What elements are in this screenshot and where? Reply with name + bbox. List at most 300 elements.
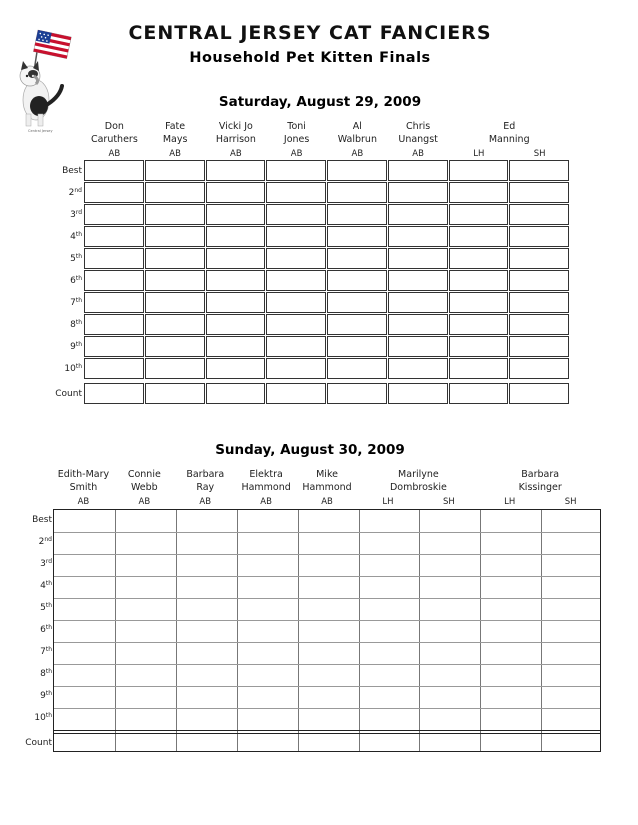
sunday-result-cell[interactable] [541,642,602,662]
saturday-judge-name [206,120,267,146]
place-row-label [8,691,52,701]
place-number: Best [32,515,52,525]
saturday-result-cell[interactable] [145,248,205,269]
judge-last-line: Kissinger [518,482,562,493]
sunday-result-cell[interactable] [480,686,541,706]
judge-last-line: Unangst [398,134,438,145]
sunday-judge-name [114,468,175,494]
saturday-result-cell[interactable] [266,204,326,225]
place-number: 8 [40,669,46,679]
place-number: 6 [40,625,46,635]
sunday-result-cell[interactable] [541,510,602,530]
sunday-count-cell[interactable] [115,733,176,753]
judge-last-line: Hammond [302,482,352,493]
place-number: 10 [64,364,76,374]
saturday-result-cell[interactable] [388,226,448,247]
saturday-result-cell[interactable] [449,226,509,247]
saturday-column-label: AB [169,149,181,159]
sunday-count-cell[interactable] [541,733,602,753]
sunday-column-label: AB [260,497,272,507]
place-number: 4 [40,581,46,591]
saturday-result-cell[interactable] [206,270,266,291]
sunday-result-cell[interactable] [480,532,541,552]
saturday-result-cell[interactable] [449,248,509,269]
judge-first-line: Marilyne [398,469,439,480]
sunday-result-cell[interactable] [419,598,480,618]
sunday-result-cell[interactable] [115,576,176,596]
saturday-column-label: LH [473,149,485,159]
judge-first-line: Vicki Jo [218,121,253,132]
sunday-column-label: AB [77,497,90,507]
sunday-result-cell[interactable] [298,598,359,618]
place-row-label [38,364,82,374]
saturday-result-cell[interactable] [84,292,144,313]
sunday-result-cell[interactable] [237,642,298,662]
sunday-column-label: AB [321,497,333,507]
sunday-result-cell[interactable] [237,664,298,684]
sunday-result-cell[interactable] [419,532,480,552]
sunday-column-label: LH [382,497,394,507]
sunday-result-cell[interactable] [359,686,420,706]
sunday-result-cell[interactable] [237,686,298,706]
sunday-result-cell[interactable] [419,510,480,530]
sunday-column-label: AB [138,497,151,507]
saturday-result-cell[interactable] [449,292,509,313]
saturday-judge-name [327,120,388,146]
sunday-result-cell[interactable] [359,620,420,640]
sunday-result-cell[interactable] [359,642,420,662]
place-row-label [38,342,82,352]
saturday-result-cell[interactable] [84,358,144,379]
saturday-result-cell[interactable] [266,336,326,357]
place-number: 10 [34,713,46,723]
sunday-result-cell[interactable] [298,554,359,574]
judge-first-line: Don [104,121,124,132]
saturday-result-cell[interactable] [327,270,387,291]
saturday-result-cell[interactable] [206,182,266,203]
judge-first-line: Fate [165,121,186,132]
sunday-result-cell[interactable] [359,708,420,728]
saturday-result-cell[interactable] [206,160,266,181]
sunday-result-cell[interactable] [176,642,237,662]
sunday-result-cell[interactable] [419,576,480,596]
saturday-result-cell[interactable] [145,358,205,379]
saturday-judge-name [84,120,145,146]
saturday-result-cell[interactable] [449,358,509,379]
place-suffix: nd [74,187,82,194]
sunday-result-cell[interactable] [115,708,176,728]
sunday-result-cell[interactable] [541,708,602,728]
saturday-result-cell[interactable] [145,182,205,203]
saturday-result-cell[interactable] [206,204,266,225]
place-row-label [38,320,82,330]
sunday-row-divider [54,730,600,731]
judge-first-line: Barbara [186,469,225,480]
saturday-result-cell[interactable] [449,160,509,181]
sunday-column-label: LH [504,497,516,507]
place-row-label [8,559,52,569]
sunday-result-cell[interactable] [237,576,298,596]
place-row-label [8,515,52,525]
place-row-label [38,166,82,176]
saturday-result-cell[interactable] [206,336,266,357]
judge-first-line: Elektra [249,469,283,480]
place-number: 9 [70,342,76,352]
sunday-result-cell[interactable] [54,532,115,552]
saturday-result-cell[interactable] [266,270,326,291]
sunday-result-cell[interactable] [359,554,420,574]
saturday-result-cell[interactable] [327,314,387,335]
saturday-result-cell[interactable] [145,292,205,313]
sunday-result-cell[interactable] [298,620,359,640]
saturday-result-cell[interactable] [145,270,205,291]
place-number: 5 [40,603,46,613]
sunday-count-cell[interactable] [237,733,298,753]
place-suffix: th [75,319,82,326]
place-suffix: th [45,690,52,697]
saturday-result-cell[interactable] [327,336,387,357]
saturday-result-cell[interactable] [388,270,448,291]
judge-first-line: Connie [127,469,161,480]
sunday-result-cell[interactable] [298,576,359,596]
place-suffix: th [45,624,52,631]
judge-first-line: Toni [287,121,306,132]
saturday-result-cell[interactable] [84,182,144,203]
sunday-result-cell[interactable] [115,642,176,662]
saturday-result-cell[interactable] [509,314,569,335]
saturday-result-cell[interactable] [84,204,144,225]
sunday-result-cell[interactable] [115,510,176,530]
place-number: 5 [70,254,76,264]
judge-last-line: Harrison [215,134,256,145]
place-row-label [8,625,52,635]
sunday-result-cell[interactable] [480,708,541,728]
saturday-count-cell[interactable] [327,383,387,404]
saturday-result-cell[interactable] [327,358,387,379]
saturday-result-cell[interactable] [145,160,205,181]
judge-last-line: Manning [488,134,530,145]
sunday-result-cell[interactable] [54,664,115,684]
sunday-result-cell[interactable] [480,554,541,574]
saturday-result-cell[interactable] [206,248,266,269]
place-suffix: th [45,602,52,609]
saturday-result-cell[interactable] [509,270,569,291]
judge-last-line: Smith [69,482,98,493]
place-suffix: rd [45,558,52,565]
saturday-result-cell[interactable] [145,336,205,357]
place-row-label [8,537,52,547]
saturday-result-cell[interactable] [266,314,326,335]
place-row-label [8,647,52,657]
sunday-judge-name [53,468,114,494]
sunday-result-cell[interactable] [176,620,237,640]
sunday-count-cell[interactable] [176,733,237,753]
saturday-result-cell[interactable] [449,204,509,225]
saturday-result-cell[interactable] [84,226,144,247]
saturday-result-cell[interactable] [388,292,448,313]
saturday-result-cell[interactable] [449,336,509,357]
saturday-judge-name [266,120,327,146]
sunday-title: Sunday, August 30, 2009 [215,442,405,458]
place-number: Best [62,166,82,176]
place-suffix: th [45,712,52,719]
place-suffix: th [75,275,82,282]
sunday-result-cell[interactable] [480,620,541,640]
sunday-result-cell[interactable] [54,554,115,574]
saturday-result-cell[interactable] [206,358,266,379]
place-suffix: rd [75,209,82,216]
saturday-result-cell[interactable] [206,226,266,247]
sunday-judge-name [297,468,358,494]
sunday-result-cell[interactable] [541,532,602,552]
saturday-result-cell[interactable] [509,182,569,203]
place-number: 3 [40,559,46,569]
logo-caption: Central Jersey [28,129,53,133]
saturday-result-cell[interactable] [388,314,448,335]
sunday-result-cell[interactable] [298,664,359,684]
saturday-count-cell[interactable] [266,383,326,404]
sunday-result-cell[interactable] [115,620,176,640]
sunday-result-cell[interactable] [176,664,237,684]
saturday-result-cell[interactable] [509,336,569,357]
saturday-result-cell[interactable] [327,248,387,269]
sunday-result-cell[interactable] [541,598,602,618]
saturday-title: Saturday, August 29, 2009 [218,94,422,110]
sunday-result-cell[interactable] [298,510,359,530]
judge-first-line: Ed [503,121,516,132]
sunday-result-cell[interactable] [115,664,176,684]
sunday-result-cell[interactable] [54,642,115,662]
saturday-result-cell[interactable] [449,182,509,203]
judge-last-line: Ray [196,482,215,493]
saturday-result-cell[interactable] [84,314,144,335]
count-row-label: Count [55,389,82,399]
saturday-result-cell[interactable] [509,160,569,181]
sunday-judge-name [175,468,236,494]
saturday-result-cell[interactable] [388,248,448,269]
sunday-result-cell[interactable] [480,664,541,684]
sunday-result-cell[interactable] [541,554,602,574]
count-row-label: Count [25,738,52,748]
saturday-count-cell[interactable] [388,383,448,404]
sunday-judge-name [479,468,601,494]
saturday-result-cell[interactable] [388,204,448,225]
judge-last-line: Jones [283,134,310,145]
sunday-result-cell[interactable] [541,686,602,706]
saturday-result-cell[interactable] [327,204,387,225]
saturday-result-cell[interactable] [206,292,266,313]
saturday-result-cell[interactable] [266,358,326,379]
org-title: CENTRAL JERSEY CAT FANCIERS [128,22,492,44]
saturday-result-cell[interactable] [145,204,205,225]
saturday-result-cell[interactable] [509,226,569,247]
sunday-result-cell[interactable] [419,664,480,684]
sunday-result-cell[interactable] [541,664,602,684]
saturday-judge-name [145,120,206,146]
place-suffix: th [75,341,82,348]
sunday-count-cell[interactable] [359,733,420,753]
sunday-result-cell[interactable] [480,510,541,530]
saturday-result-cell[interactable] [206,314,266,335]
place-suffix: th [45,580,52,587]
place-row-label [38,232,82,242]
sunday-result-cell[interactable] [237,620,298,640]
sunday-result-cell[interactable] [480,576,541,596]
place-number: 2 [38,537,45,547]
saturday-result-cell[interactable] [509,204,569,225]
place-suffix: th [45,668,52,675]
saturday-result-cell[interactable] [266,160,326,181]
saturday-count-cell[interactable] [509,383,569,404]
sunday-result-cell[interactable] [54,708,115,728]
sunday-result-cell[interactable] [419,554,480,574]
place-number: 4 [70,232,76,242]
saturday-result-cell[interactable] [266,226,326,247]
place-row-label [38,298,82,308]
sunday-result-cell[interactable] [54,598,115,618]
place-number: 8 [70,320,76,330]
sub-title: Household Pet Kitten Finals [189,50,431,66]
sunday-results-grid [53,509,601,752]
judge-last-line: Webb [130,482,158,493]
sunday-result-cell[interactable] [480,598,541,618]
saturday-count-cell[interactable] [206,383,266,404]
sunday-result-cell[interactable] [176,554,237,574]
sunday-result-cell[interactable] [54,576,115,596]
judge-last-line: Hammond [241,482,291,493]
saturday-result-cell[interactable] [388,358,448,379]
saturday-result-cell[interactable] [449,270,509,291]
judge-first-line: Edith-Mary [57,469,110,480]
sunday-result-cell[interactable] [176,532,237,552]
sunday-result-cell[interactable] [176,510,237,530]
saturday-result-cell[interactable] [84,336,144,357]
sunday-result-cell[interactable] [176,708,237,728]
place-number: 9 [40,691,46,701]
place-number: 2 [68,188,75,198]
sunday-result-cell[interactable] [541,576,602,596]
saturday-result-cell[interactable] [145,226,205,247]
sunday-result-cell[interactable] [359,532,420,552]
sunday-result-cell[interactable] [115,554,176,574]
saturday-result-cell[interactable] [327,292,387,313]
saturday-result-cell[interactable] [266,248,326,269]
saturday-result-cell[interactable] [84,270,144,291]
judge-first-line: Barbara [521,469,560,480]
sunday-result-cell[interactable] [298,686,359,706]
saturday-judge-name [388,120,449,146]
saturday-result-cell[interactable] [266,292,326,313]
saturday-result-cell[interactable] [145,314,205,335]
saturday-result-cell[interactable] [388,160,448,181]
sunday-result-cell[interactable] [419,620,480,640]
place-number: 7 [40,647,46,657]
sunday-count-cell[interactable] [54,733,115,753]
saturday-result-cell[interactable] [84,248,144,269]
judge-first-line: Al [352,121,362,132]
sunday-result-cell[interactable] [298,532,359,552]
sunday-count-cell[interactable] [480,733,541,753]
sunday-result-cell[interactable] [480,642,541,662]
sunday-result-cell[interactable] [419,708,480,728]
sunday-result-cell[interactable] [176,576,237,596]
place-suffix: th [75,253,82,260]
saturday-count-cell[interactable] [84,383,144,404]
sunday-result-cell[interactable] [54,686,115,706]
saturday-result-cell[interactable] [509,292,569,313]
sunday-judge-name [358,468,480,494]
sunday-count-cell[interactable] [419,733,480,753]
sunday-result-cell[interactable] [359,598,420,618]
sunday-result-cell[interactable] [298,642,359,662]
judge-last-line: Caruthers [90,134,138,145]
sunday-result-cell[interactable] [237,708,298,728]
judge-first-line: Chris [406,121,431,132]
saturday-count-cell[interactable] [449,383,509,404]
sunday-count-cell[interactable] [298,733,359,753]
place-row-label [8,581,52,591]
judge-last-line: Walbrun [337,134,377,145]
place-row-label [8,713,52,723]
saturday-result-cell[interactable] [388,182,448,203]
sunday-result-cell[interactable] [237,510,298,530]
place-suffix: th [75,231,82,238]
saturday-column-label: SH [533,149,546,159]
saturday-result-cell[interactable] [327,226,387,247]
sunday-result-cell[interactable] [298,708,359,728]
saturday-column-label: AB [412,149,424,159]
place-row-label [38,276,82,286]
saturday-result-cell[interactable] [84,160,144,181]
saturday-result-cell[interactable] [327,182,387,203]
sunday-result-cell[interactable] [115,598,176,618]
saturday-result-cell[interactable] [327,160,387,181]
saturday-result-cell[interactable] [449,314,509,335]
judge-first-line: Mike [316,469,338,480]
sunday-result-cell[interactable] [237,532,298,552]
saturday-count-cell[interactable] [145,383,205,404]
saturday-result-cell[interactable] [266,182,326,203]
saturday-results-grid [84,160,570,403]
sunday-result-cell[interactable] [54,620,115,640]
place-suffix: th [45,646,52,653]
saturday-result-cell[interactable] [509,248,569,269]
sunday-result-cell[interactable] [359,576,420,596]
sunday-result-cell[interactable] [419,642,480,662]
saturday-column-label: AB [230,149,242,159]
saturday-result-cell[interactable] [509,358,569,379]
sunday-result-cell[interactable] [54,510,115,530]
sunday-result-cell[interactable] [419,686,480,706]
saturday-column-label: AB [351,149,364,159]
sunday-result-cell[interactable] [359,664,420,684]
sunday-result-cell[interactable] [176,686,237,706]
sunday-result-cell[interactable] [541,620,602,640]
saturday-result-cell[interactable] [388,336,448,357]
saturday-column-label: AB [108,149,121,159]
sunday-result-cell[interactable] [237,598,298,618]
sunday-result-cell[interactable] [115,532,176,552]
sunday-result-cell[interactable] [359,510,420,530]
place-row-label [38,188,82,198]
saturday-judge-name [449,120,571,146]
sunday-result-cell[interactable] [176,598,237,618]
place-row-label [8,603,52,613]
place-row-label [38,210,82,220]
place-suffix: nd [44,536,52,543]
sunday-result-cell[interactable] [115,686,176,706]
sunday-result-cell[interactable] [237,554,298,574]
